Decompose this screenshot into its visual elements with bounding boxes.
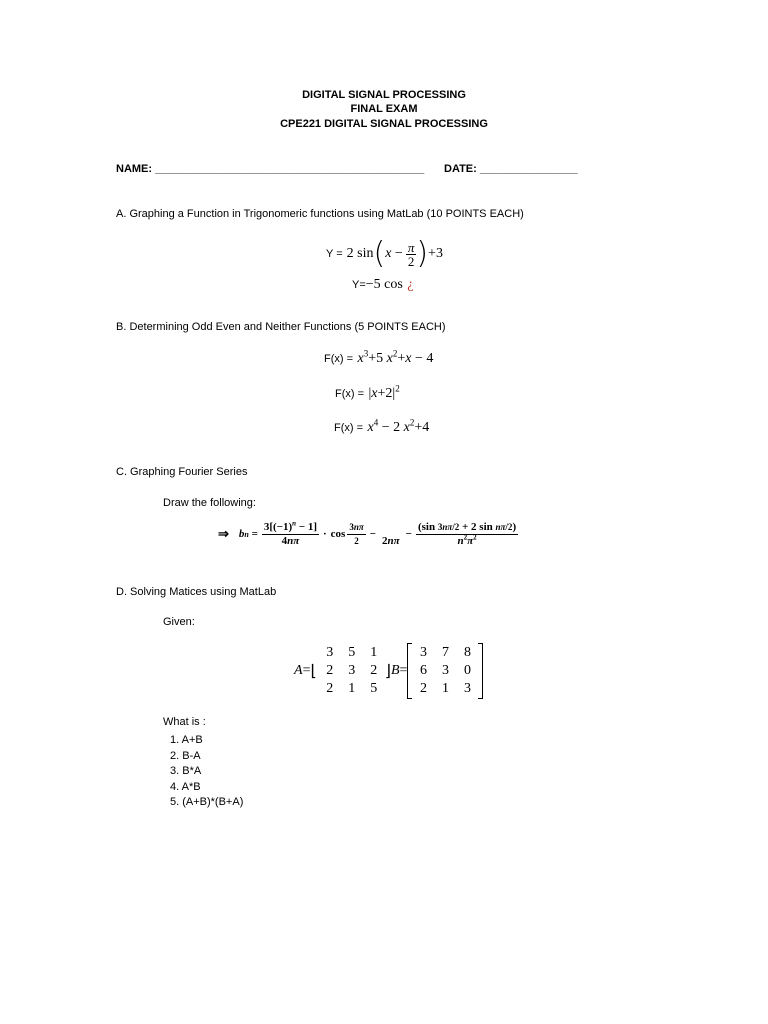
matrix-a-cell: 2: [326, 663, 334, 678]
equation-a2-body: −5 cos: [365, 277, 403, 292]
question-item: 2. B-A: [170, 749, 201, 762]
matrix-b-cell: 8: [463, 645, 471, 660]
section-b-title: B. Determining Odd Even and Neither Functions (5 POINTS EACH): [116, 321, 446, 333]
date-field: DATE: ________________: [444, 163, 578, 175]
matrix-a-cell: 1: [348, 681, 356, 696]
matrix-b-cell: 6: [419, 663, 427, 678]
question-list: [170, 733, 243, 811]
equation-b3: $F(x) = x^4 - 2$ $x^2+4$: [334, 417, 430, 435]
equation-a2-glyph: ¿: [407, 277, 414, 292]
exam-subject: DIGITAL SIGNAL PROCESSING: [302, 89, 466, 101]
given-label: Given:: [163, 616, 195, 628]
matrix-a-cell: 2: [326, 681, 334, 696]
matrix-a-cell: 5: [370, 681, 378, 696]
equation-b3-prefix: F(x) =: [334, 422, 364, 434]
question-item: 5. (A+B)*(B+A): [170, 796, 244, 809]
section-c-title: C. Graphing Fourier Series: [116, 466, 248, 478]
equation-a2-prefix: Y=: [352, 279, 366, 291]
matrix-a-cell: 2: [370, 663, 378, 678]
question-item: 1. A+B: [170, 734, 203, 746]
matrix-a: [319, 645, 385, 697]
name-field: NAME: ____________________________________________: [116, 163, 425, 175]
equation-b1: $F(x) = x^3+5$ $x^2+x - 4$: [324, 348, 434, 366]
matrix-a-cell: 3: [348, 663, 356, 678]
equation-a1-prefix: Y =: [326, 248, 343, 260]
question-item: 3. B*A: [170, 765, 202, 778]
equation-b2-prefix: F(x) =: [335, 388, 365, 400]
equation-b2: $F(x) = |x+2|^2$: [335, 383, 400, 401]
course-title: CPE221 DIGITAL SIGNAL PROCESSING: [280, 118, 488, 130]
section-c-instruction: Draw the following:: [163, 497, 256, 509]
matrix-a-cell: 5: [348, 645, 356, 660]
matrix-a-cell: 1: [370, 645, 378, 660]
equation-a1: Y = 2 sin ( x − $\frac{\pi}{2}$ ) +3: [326, 236, 443, 271]
matrix-b-cell: 7: [441, 645, 449, 660]
matrix-b-cell: 2: [419, 681, 427, 696]
matrix-b-cell: 1: [441, 681, 449, 696]
fourier-equation: ⇒ bn = $\frac{3[(-1)^n - 1]}{4n\pi}$ · cos $\frac{3n\pi}{2}$ − 2nπ − $\frac{\text{(sin 3nπ/2 + 2 sin nπ/2)}}{n^2\pi^2}$: [218, 518, 517, 547]
equation-b1-prefix: F(x) =: [324, 353, 354, 365]
matrix-b: [412, 645, 478, 697]
matrix-b-cell: 0: [463, 663, 471, 678]
question-item: 4. A*B: [170, 780, 201, 793]
equation-a2: [352, 275, 414, 293]
exam-title: FINAL EXAM: [350, 103, 418, 115]
matrix-b-cell: 3: [463, 681, 471, 696]
question-label: What is :: [163, 716, 206, 728]
matrix-equation: A= ⌊ 3 5 1 2 3 2 2 1 5 ⌋ B= 3 7 8 6 3 0 2 1 3: [294, 642, 483, 700]
matrix-b-cell: 3: [441, 663, 449, 678]
section-d-title: D. Solving Matices using MatLab: [116, 586, 277, 598]
matrix-b-cell: 3: [419, 645, 427, 660]
matrix-a-cell: 3: [326, 645, 334, 660]
section-a-title: A. Graphing a Function in Trigonomeric functions using MatLab (10 POINTS EACH): [116, 208, 524, 220]
